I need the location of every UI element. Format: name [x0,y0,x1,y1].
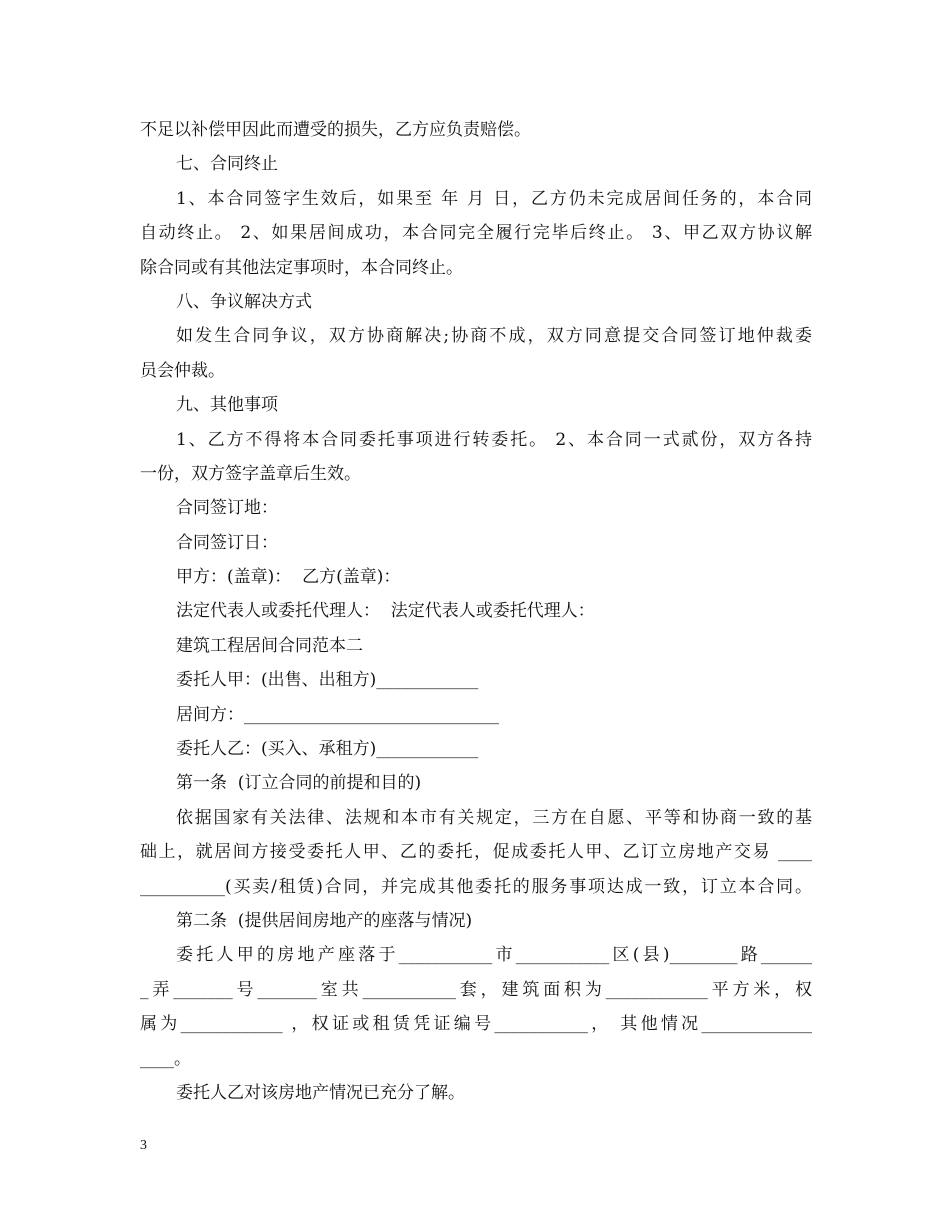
text-line: 八、争议解决方式 [176,291,312,312]
text-line: 不足以补偿甲因此而遭受的损失，乙方应负责赔偿。 [140,120,531,140]
text-line: 甲方：(盖章)： 乙方(盖章)： [176,567,401,588]
text-line: _弄_______号_______室共___________套，建筑面积为____________平方米，权 [140,979,812,1000]
text-line: 第二条 (提供居间房地产的座落与情况) [176,910,473,931]
text-line: 一份，双方签字盖章后生效。 [140,463,361,484]
document-body [140,113,812,1110]
text-line: 1、乙方不得将本合同委托事项进行转委托。 2、本合同一式贰份，双方各持 [176,429,812,450]
text-line: 如发生合同争议，双方协商解决;协商不成，双方同意提交合同签订地仲裁委 [176,326,812,347]
text-line: 九、其他事项 [176,395,278,416]
text-line: 础上，就居间方接受委托人甲、乙的委托，促成委托人甲、乙订立房地产交易 ____ [140,842,812,863]
text-line: 属为____________ ，权证或租赁凭证编号___________， 其他情况_____________ [140,1014,812,1035]
text-line: 合同签订地： [176,498,278,519]
text-line: 建筑工程居间合同范本二 [176,635,363,656]
text-line: 七、合同终止 [176,154,278,175]
text-line: 依据国家有关法律、法规和本市有关规定，三方在自愿、平等和协商一致的基 [176,807,812,828]
page-number: 3 [140,1138,147,1153]
text-line: 委托人乙对该房地产情况已充分了解。 [176,1082,465,1103]
text-line: 委托人甲：(出售、出租方)____________ [176,670,479,691]
text-line: 员会仲裁。 [140,360,225,381]
text-line: 合同签订日： [176,532,278,553]
text-line: 1、本合同签字生效后，如果至 年 月 日，乙方仍未完成居间任务的，本合同 [176,188,812,209]
text-line: 居间方：______________________________ [176,704,499,725]
text-line: 除合同或有其他法定事项时，本合同终止。 [140,257,463,278]
text-line: 委托人乙：(买入、承租方)____________ [176,739,479,760]
text-line: 第一条 (订立合同的前提和目的) [176,773,422,794]
text-line: 委托人甲的房地产座落于___________市___________区(县)________路______ [176,945,812,966]
text-line: 法定代表人或委托代理人： 法定代表人或委托代理人： [176,601,595,622]
text-line: 自动终止。 2、如果居间成功，本合同完全履行完毕后终止。 3、甲乙双方协议解 [140,223,812,244]
text-line: ____。 [140,1048,191,1069]
text-line: __________(买卖/租赁)合同，并完成其他委托的服务事项达成一致，订立本合同。 [140,876,812,897]
